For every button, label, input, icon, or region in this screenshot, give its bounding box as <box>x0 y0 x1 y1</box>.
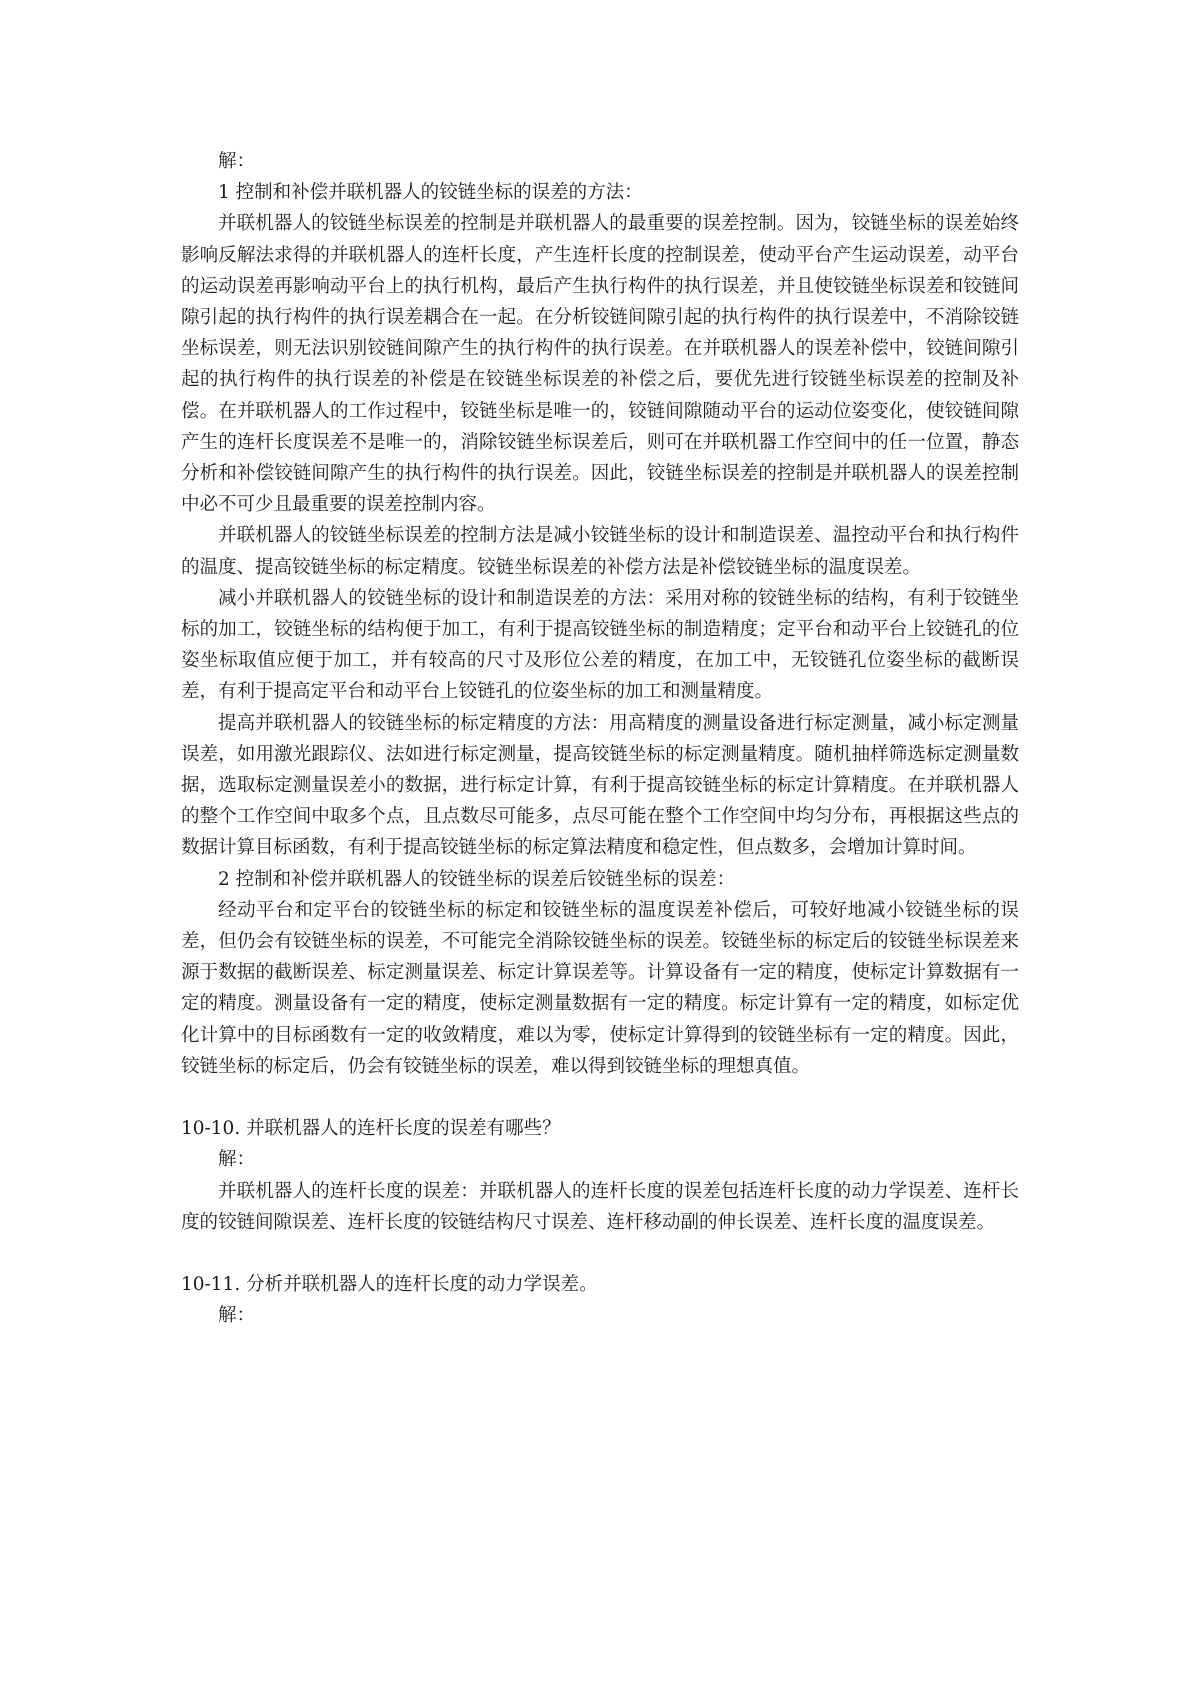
question-heading: 10-11. 分析并联机器人的连杆长度的动力学误差。 <box>181 1273 598 1295</box>
paragraph: 减小并联机器人的铰链坐标的设计和制造误差的方法：采用对称的铰链坐标的结构，有利于铰链坐标的加工，铰链坐标的结构便于加工，有利于提高铰链坐标的制造精度；定平台和动平台上铰链孔的位姿坐标取值应便于加工，并有较高的尺寸及形位公差的精度，在加工中，无铰链孔位姿坐标的截断误差，有利于提高定平台和动平台上铰链孔的位姿坐标的加工和测量精度。 <box>181 587 1019 703</box>
section-heading: 1 控制和补偿并联机器人的铰链坐标的误差的方法： <box>218 182 643 204</box>
paragraph: 并联机器人的铰链坐标误差的控制是并联机器人的最重要的误差控制。因为，铰链坐标的误差始终影响反解法求得的并联机器人的连杆长度，产生连杆长度的控制误差，使动平台产生运动误差，动平台的运动误差再影响动平台上的执行机构，最后产生执行构件的执行误差，并且使铰链坐标误差和铰链间隙引起的执行构件的执行误差耦合在一起。在分析铰链间隙引起的执行构件的执行误差中，不消除铰链坐标误差，则无法识别铰链间隙产生的执行构件的执行误差。在并联机器人的误差补偿中，铰链间隙引起的执行构件的执行误差的补偿是在铰链坐标误差的补偿之后，要优先进行铰链坐标误差的控制及补偿。在并联机器人的工作过程中，铰链坐标是唯一的，铰链间隙随动平台的运动位姿变化，使铰链间隙产生的连杆长度误差不是唯一的，消除铰链坐标误差后，则可在并联机器工作空间中的任一位置，静态分析和补偿铰链间隙产生的执行构件的执行误差。因此，铰链坐标误差的控制是并联机器人的误差控制中必不可少且最重要的误差控制内容。 <box>181 213 1019 516</box>
paragraph: 并联机器人的铰链坐标误差的控制方法是减小铰链坐标的设计和制造误差、温控动平台和执行构件的温度、提高铰链坐标的标定精度。铰链坐标误差的补偿方法是补偿铰链坐标的温度误差。 <box>181 525 1019 578</box>
document-page <box>181 146 1019 1331</box>
paragraph: 经动平台和定平台的铰链坐标的标定和铰链坐标的温度误差补偿后，可较好地减小铰链坐标的误差，但仍会有铰链坐标的误差，不可能完全消除铰链坐标的误差。铰链坐标的标定后的铰链坐标误差来源于数据的截断误差、标定测量误差、标定计算误差等。计算设备有一定的精度，使标定计算数据有一定的精度。测量设备有一定的精度，使标定测量数据有一定的精度。标定计算有一定的精度，如标定优化计算中的目标函数有一定的收敛精度，难以为零，使标定计算得到的铰链坐标有一定的精度。因此，铰链坐标的标定后，仍会有铰链坐标的误差，难以得到铰链坐标的理想真值。 <box>181 899 1019 1077</box>
question-heading: 10-10. 并联机器人的连杆长度的误差有哪些？ <box>181 1118 561 1140</box>
answer-label: 解： <box>218 1305 256 1327</box>
paragraph: 并联机器人的连杆长度的误差：并联机器人的连杆长度的误差包括连杆长度的动力学误差、连杆长度的铰链间隙误差、连杆长度的铰链结构尺寸误差、连杆移动副的伸长误差、连杆长度的温度误差。 <box>181 1180 1019 1233</box>
section-heading: 2 控制和补偿并联机器人的铰链坐标的误差后铰链坐标的误差： <box>218 868 736 890</box>
paragraph: 提高并联机器人的铰链坐标的标定精度的方法：用高精度的测量设备进行标定测量，减小标定测量误差，如用激光跟踪仪、法如进行标定测量，提高铰链坐标的标定测量精度。随机抽样筛选标定测量数据，选取标定测量误差小的数据，进行标定计算，有利于提高铰链坐标的标定计算精度。在并联机器人的整个工作空间中取多个点，且点数尽可能多，点尽可能在整个工作空间中均匀分布，再根据这些点的数据计算目标函数，有利于提高铰链坐标的标定算法精度和稳定性，但点数多，会增加计算时间。 <box>181 712 1019 859</box>
answer-label: 解： <box>218 1149 256 1171</box>
answer-label: 解： <box>218 151 256 172</box>
